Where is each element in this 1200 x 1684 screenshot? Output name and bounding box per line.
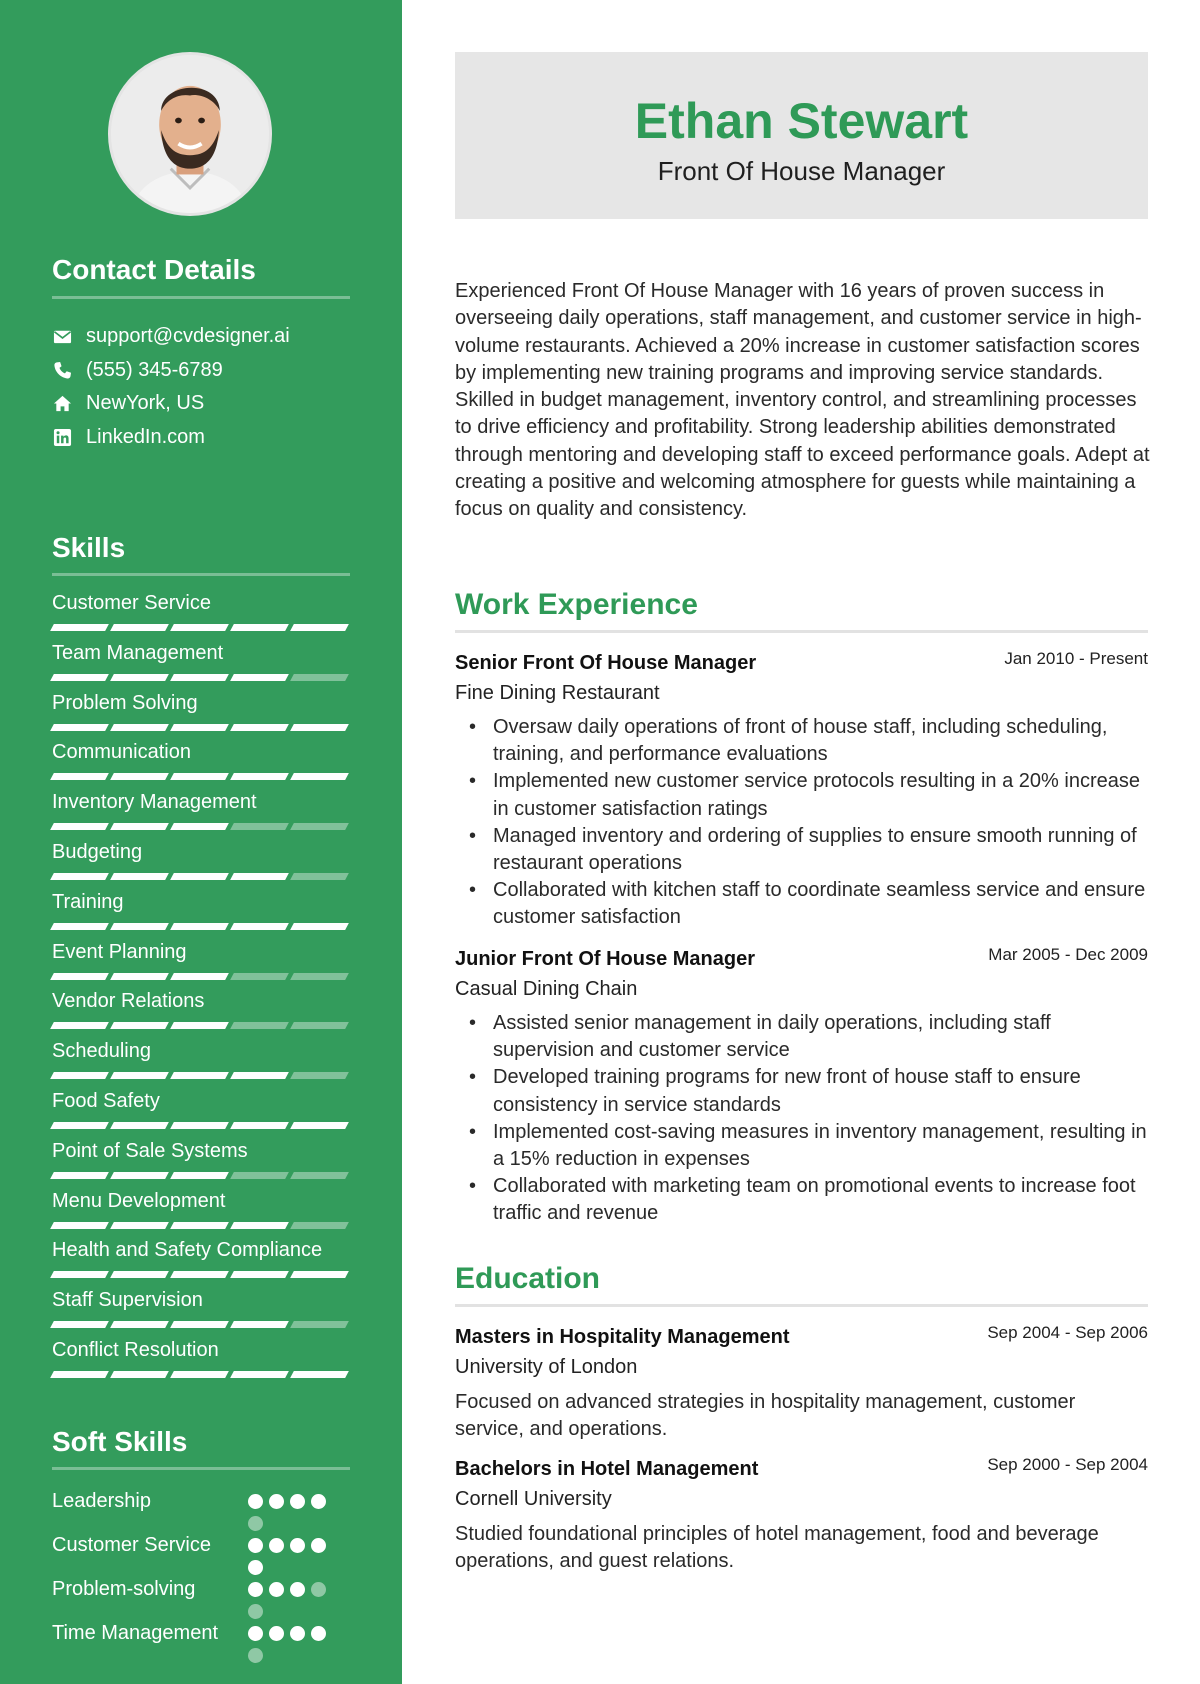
skill-level-segment (110, 1271, 169, 1278)
job-bullet: • Collaborated with marketing team on promotional events to increase foot traffic and revenue (455, 1173, 1148, 1227)
rating-dot (269, 1538, 284, 1553)
candidate-name: Ethan Stewart (634, 93, 969, 149)
skill-level-bar (52, 724, 350, 731)
job-company: Casual Dining Chain (455, 978, 638, 1000)
skill-level-segment (230, 973, 289, 980)
skills-heading: Skills (52, 532, 126, 563)
name-header (455, 52, 1148, 219)
contact-email-text: support@cvdesigner.ai (86, 325, 290, 348)
rating-dot (269, 1582, 284, 1597)
rating-dot (290, 1494, 305, 1509)
skill-level-segment (110, 1122, 169, 1129)
soft-skill-item (52, 1487, 352, 1531)
rating-dot (248, 1604, 263, 1619)
skill-level-bar (52, 674, 350, 681)
skill-level-segment (230, 1172, 289, 1179)
soft-skill-rating (248, 1531, 338, 1575)
envelope-icon (52, 327, 72, 347)
skill-level-segment (110, 1172, 169, 1179)
skill-item (52, 1138, 350, 1188)
skill-level-segment (110, 724, 169, 731)
skill-level-segment (290, 823, 349, 830)
candidate-title: Front Of House Manager (657, 156, 946, 186)
rating-dot (248, 1648, 263, 1663)
skill-level-segment (50, 724, 109, 731)
skill-level-segment (110, 973, 169, 980)
skill-name: Budgeting (52, 840, 143, 863)
soft-skills-heading: Soft Skills (52, 1426, 188, 1457)
job-bullet: • Oversaw daily operations of front of house staff, including scheduling, training, and performance evaluations (455, 714, 1148, 768)
skill-item (52, 789, 350, 839)
skill-level-segment (170, 1122, 229, 1129)
skill-level-segment (50, 1271, 109, 1278)
skill-name: Staff Supervision (52, 1289, 203, 1312)
job-bullet: • Managed inventory and ordering of supplies to ensure smooth running of restaurant operations (455, 823, 1148, 877)
skill-level-segment (50, 674, 109, 681)
soft-skill-item (52, 1575, 352, 1619)
rating-dot (248, 1626, 263, 1641)
job-title: Senior Front Of House Manager (455, 652, 757, 674)
education-divider (455, 1304, 1148, 1307)
job-company: Fine Dining Restaurant (455, 682, 660, 704)
skill-level-segment (230, 1222, 289, 1229)
skill-item (52, 640, 350, 690)
skill-level-segment (110, 1222, 169, 1229)
skill-level-bar (52, 1321, 350, 1328)
skill-item (52, 1287, 350, 1337)
soft-skill-name: Time Management (52, 1622, 218, 1644)
soft-skill-item (52, 1531, 352, 1575)
soft-skills-divider (52, 1467, 350, 1470)
skill-level-segment (110, 873, 169, 880)
skill-level-segment (50, 873, 109, 880)
skill-level-segment (290, 1222, 349, 1229)
skill-level-segment (230, 724, 289, 731)
profile-summary: Experienced Front Of House Manager with 16 years of proven success in overseeing daily operations, staff management, and customer service in high-volume restaurants. Achieved a 20% increase in customer satisfaction scores by implementing new training programs and improving service standards. Skilled in budget management, inventory control, and streamlining processes to drive efficiency and profitability. Strong leadership abilities demonstrated through mentoring and developing staff to exceed performance goals. Adept at creating a positive and welcoming atmosphere for guests while maintaining a focus on quality and consistency. (455, 280, 1150, 521)
rating-dot (311, 1582, 326, 1597)
rating-dot (290, 1626, 305, 1641)
skill-item (52, 988, 350, 1038)
skill-level-bar (52, 873, 350, 880)
skill-level-segment (290, 1072, 349, 1079)
skill-level-segment (110, 773, 169, 780)
skill-level-segment (290, 1022, 349, 1029)
skill-item (52, 590, 350, 640)
skill-level-segment (230, 1321, 289, 1328)
skill-level-bar (52, 1022, 350, 1029)
skill-level-segment (170, 624, 229, 631)
home-icon (52, 394, 72, 414)
rating-dot (269, 1494, 284, 1509)
skill-level-segment (110, 1072, 169, 1079)
skill-item (52, 889, 350, 939)
job-bullet: • Assisted senior management in daily operations, including staff supervision and customer service (455, 1010, 1148, 1064)
skill-level-bar (52, 1072, 350, 1079)
soft-skill-item (52, 1619, 352, 1663)
soft-skill-rating (248, 1487, 338, 1531)
rating-dot (248, 1538, 263, 1553)
job-bullet: • Collaborated with kitchen staff to coordinate seamless service and ensure customer satisfaction (455, 877, 1148, 931)
soft-skill-name: Problem-solving (52, 1578, 196, 1600)
skill-level-segment (230, 674, 289, 681)
skill-level-segment (290, 674, 349, 681)
skill-level-segment (290, 923, 349, 930)
contact-email[interactable] (52, 320, 290, 354)
job-dates: Jan 2010 - Present (1004, 649, 1148, 668)
skill-level-bar (52, 973, 350, 980)
skill-level-segment (230, 1022, 289, 1029)
skill-level-segment (170, 1022, 229, 1029)
skill-name: Training (52, 890, 124, 913)
skill-level-bar (52, 823, 350, 830)
skill-level-segment (170, 1222, 229, 1229)
contact-linkedin[interactable] (52, 421, 290, 455)
skill-level-segment (170, 873, 229, 880)
work-experience-divider (455, 630, 1148, 633)
rating-dot (311, 1538, 326, 1553)
skill-level-bar (52, 1371, 350, 1378)
skill-name: Scheduling (52, 1040, 151, 1063)
sidebar (0, 0, 402, 1684)
soft-skills-list (52, 1487, 352, 1663)
skill-level-segment (230, 923, 289, 930)
skill-level-segment (110, 923, 169, 930)
skill-level-segment (170, 823, 229, 830)
job-entry (455, 945, 1148, 1228)
skill-level-bar (52, 624, 350, 631)
skill-level-segment (50, 1122, 109, 1129)
degree-title: Bachelors in Hotel Management (455, 1458, 759, 1480)
skill-level-segment (170, 674, 229, 681)
contact-list (52, 320, 290, 454)
soft-skill-name: Leadership (52, 1490, 151, 1512)
skills-list (52, 590, 350, 1387)
avatar (111, 55, 269, 213)
skill-level-segment (290, 624, 349, 631)
skill-level-segment (230, 873, 289, 880)
job-bullet: • Implemented cost-saving measures in inventory management, resulting in a 15% reduction in expenses (455, 1119, 1148, 1173)
contact-heading: Contact Details (52, 254, 256, 285)
degree-description: Studied foundational principles of hotel management, food and beverage operations, and guest relations. (455, 1523, 1099, 1573)
contact-location-text: NewYork, US (86, 392, 205, 415)
skill-name: Event Planning (52, 940, 187, 963)
rating-dot (248, 1494, 263, 1509)
skill-level-segment (50, 1371, 109, 1378)
skill-level-segment (170, 1321, 229, 1328)
skill-item (52, 1237, 350, 1287)
skill-level-segment (290, 1172, 349, 1179)
skill-level-segment (290, 1271, 349, 1278)
skill-name: Problem Solving (52, 691, 198, 714)
rating-dot (290, 1538, 305, 1553)
skill-level-segment (50, 1222, 109, 1229)
skill-level-segment (110, 1371, 169, 1378)
skill-level-segment (170, 773, 229, 780)
soft-skill-rating (248, 1575, 338, 1619)
skill-level-segment (290, 1321, 349, 1328)
skill-level-segment (110, 823, 169, 830)
skill-level-bar (52, 1271, 350, 1278)
skill-level-segment (50, 1072, 109, 1079)
soft-skill-name: Customer Service (52, 1534, 211, 1556)
skill-level-segment (170, 923, 229, 930)
rating-dot (248, 1516, 263, 1531)
skill-level-segment (230, 823, 289, 830)
skill-level-segment (230, 1072, 289, 1079)
skill-name: Food Safety (52, 1089, 160, 1112)
skill-item (52, 1088, 350, 1138)
skill-level-segment (170, 1172, 229, 1179)
skill-level-segment (110, 624, 169, 631)
skill-name: Vendor Relations (52, 990, 205, 1013)
skill-level-segment (110, 1022, 169, 1029)
skill-level-segment (50, 624, 109, 631)
skill-level-segment (230, 1371, 289, 1378)
skill-level-segment (170, 1371, 229, 1378)
skill-level-bar (52, 923, 350, 930)
soft-skill-rating (248, 1619, 338, 1663)
rating-dot (269, 1626, 284, 1641)
skill-level-segment (110, 674, 169, 681)
education-heading: Education (455, 1262, 601, 1295)
skill-name: Conflict Resolution (52, 1338, 219, 1361)
skill-level-segment (290, 973, 349, 980)
skill-name: Menu Development (52, 1189, 226, 1212)
linkedin-icon (52, 427, 72, 447)
skill-level-bar (52, 1222, 350, 1229)
skill-level-segment (50, 973, 109, 980)
degree-dates: Sep 2004 - Sep 2006 (987, 1323, 1148, 1342)
skill-level-bar (52, 1172, 350, 1179)
contact-phone[interactable] (52, 354, 290, 388)
skill-item (52, 739, 350, 789)
skill-name: Inventory Management (52, 791, 257, 814)
job-bullets (455, 1010, 1148, 1228)
school-name: Cornell University (455, 1488, 612, 1510)
skill-item (52, 1337, 350, 1387)
skill-level-segment (170, 973, 229, 980)
contact-linkedin-text: LinkedIn.com (86, 425, 205, 448)
skill-level-segment (50, 923, 109, 930)
skill-name: Team Management (52, 641, 224, 664)
job-bullets (455, 714, 1148, 932)
skill-item (52, 1188, 350, 1238)
skill-level-segment (50, 823, 109, 830)
skill-level-segment (290, 873, 349, 880)
contact-phone-text: (555) 345-6789 (86, 358, 223, 381)
rating-dot (248, 1560, 263, 1575)
skill-level-segment (110, 1321, 169, 1328)
skill-item (52, 1038, 350, 1088)
skill-level-segment (290, 1122, 349, 1129)
skill-level-segment (170, 724, 229, 731)
skill-level-segment (290, 1371, 349, 1378)
skills-divider (52, 573, 350, 576)
skill-level-bar (52, 773, 350, 780)
skill-level-segment (290, 773, 349, 780)
skill-level-segment (290, 724, 349, 731)
skill-level-segment (230, 624, 289, 631)
degree-dates: Sep 2000 - Sep 2004 (987, 1455, 1148, 1474)
degree-description: Focused on advanced strategies in hospitality management, customer service, and operations. (455, 1391, 1076, 1441)
education-entry (455, 1455, 1148, 1576)
school-name: University of London (455, 1356, 638, 1378)
skill-level-segment (50, 773, 109, 780)
job-title: Junior Front Of House Manager (455, 948, 756, 970)
job-entry (455, 649, 1148, 932)
skill-name: Health and Safety Compliance (52, 1239, 323, 1262)
job-dates: Mar 2005 - Dec 2009 (988, 945, 1148, 964)
phone-icon (52, 360, 72, 380)
rating-dot (311, 1626, 326, 1641)
skill-level-segment (170, 1072, 229, 1079)
contact-location (52, 387, 290, 421)
skill-item (52, 939, 350, 989)
skill-name: Communication (52, 741, 191, 764)
profile-photo (108, 52, 272, 216)
skill-level-bar (52, 1122, 350, 1129)
skill-name: Customer Service (52, 592, 211, 614)
skill-name: Point of Sale Systems (52, 1139, 248, 1162)
skill-level-segment (170, 1271, 229, 1278)
rating-dot (290, 1582, 305, 1597)
rating-dot (248, 1582, 263, 1597)
contact-divider (52, 296, 350, 299)
education-entry (455, 1323, 1148, 1444)
rating-dot (311, 1494, 326, 1509)
skill-level-segment (50, 1022, 109, 1029)
job-bullet: • Developed training programs for new front of house staff to ensure consistency in service standards (455, 1064, 1148, 1118)
skill-level-segment (50, 1172, 109, 1179)
skill-item (52, 839, 350, 889)
skill-level-segment (230, 773, 289, 780)
skill-item (52, 690, 350, 740)
work-experience-heading: Work Experience (455, 588, 698, 621)
degree-title: Masters in Hospitality Management (455, 1326, 790, 1348)
skill-level-segment (230, 1271, 289, 1278)
skill-level-segment (230, 1122, 289, 1129)
skill-level-segment (50, 1321, 109, 1328)
job-bullet: • Implemented new customer service protocols resulting in a 20% increase in customer satisfaction ratings (455, 768, 1148, 822)
